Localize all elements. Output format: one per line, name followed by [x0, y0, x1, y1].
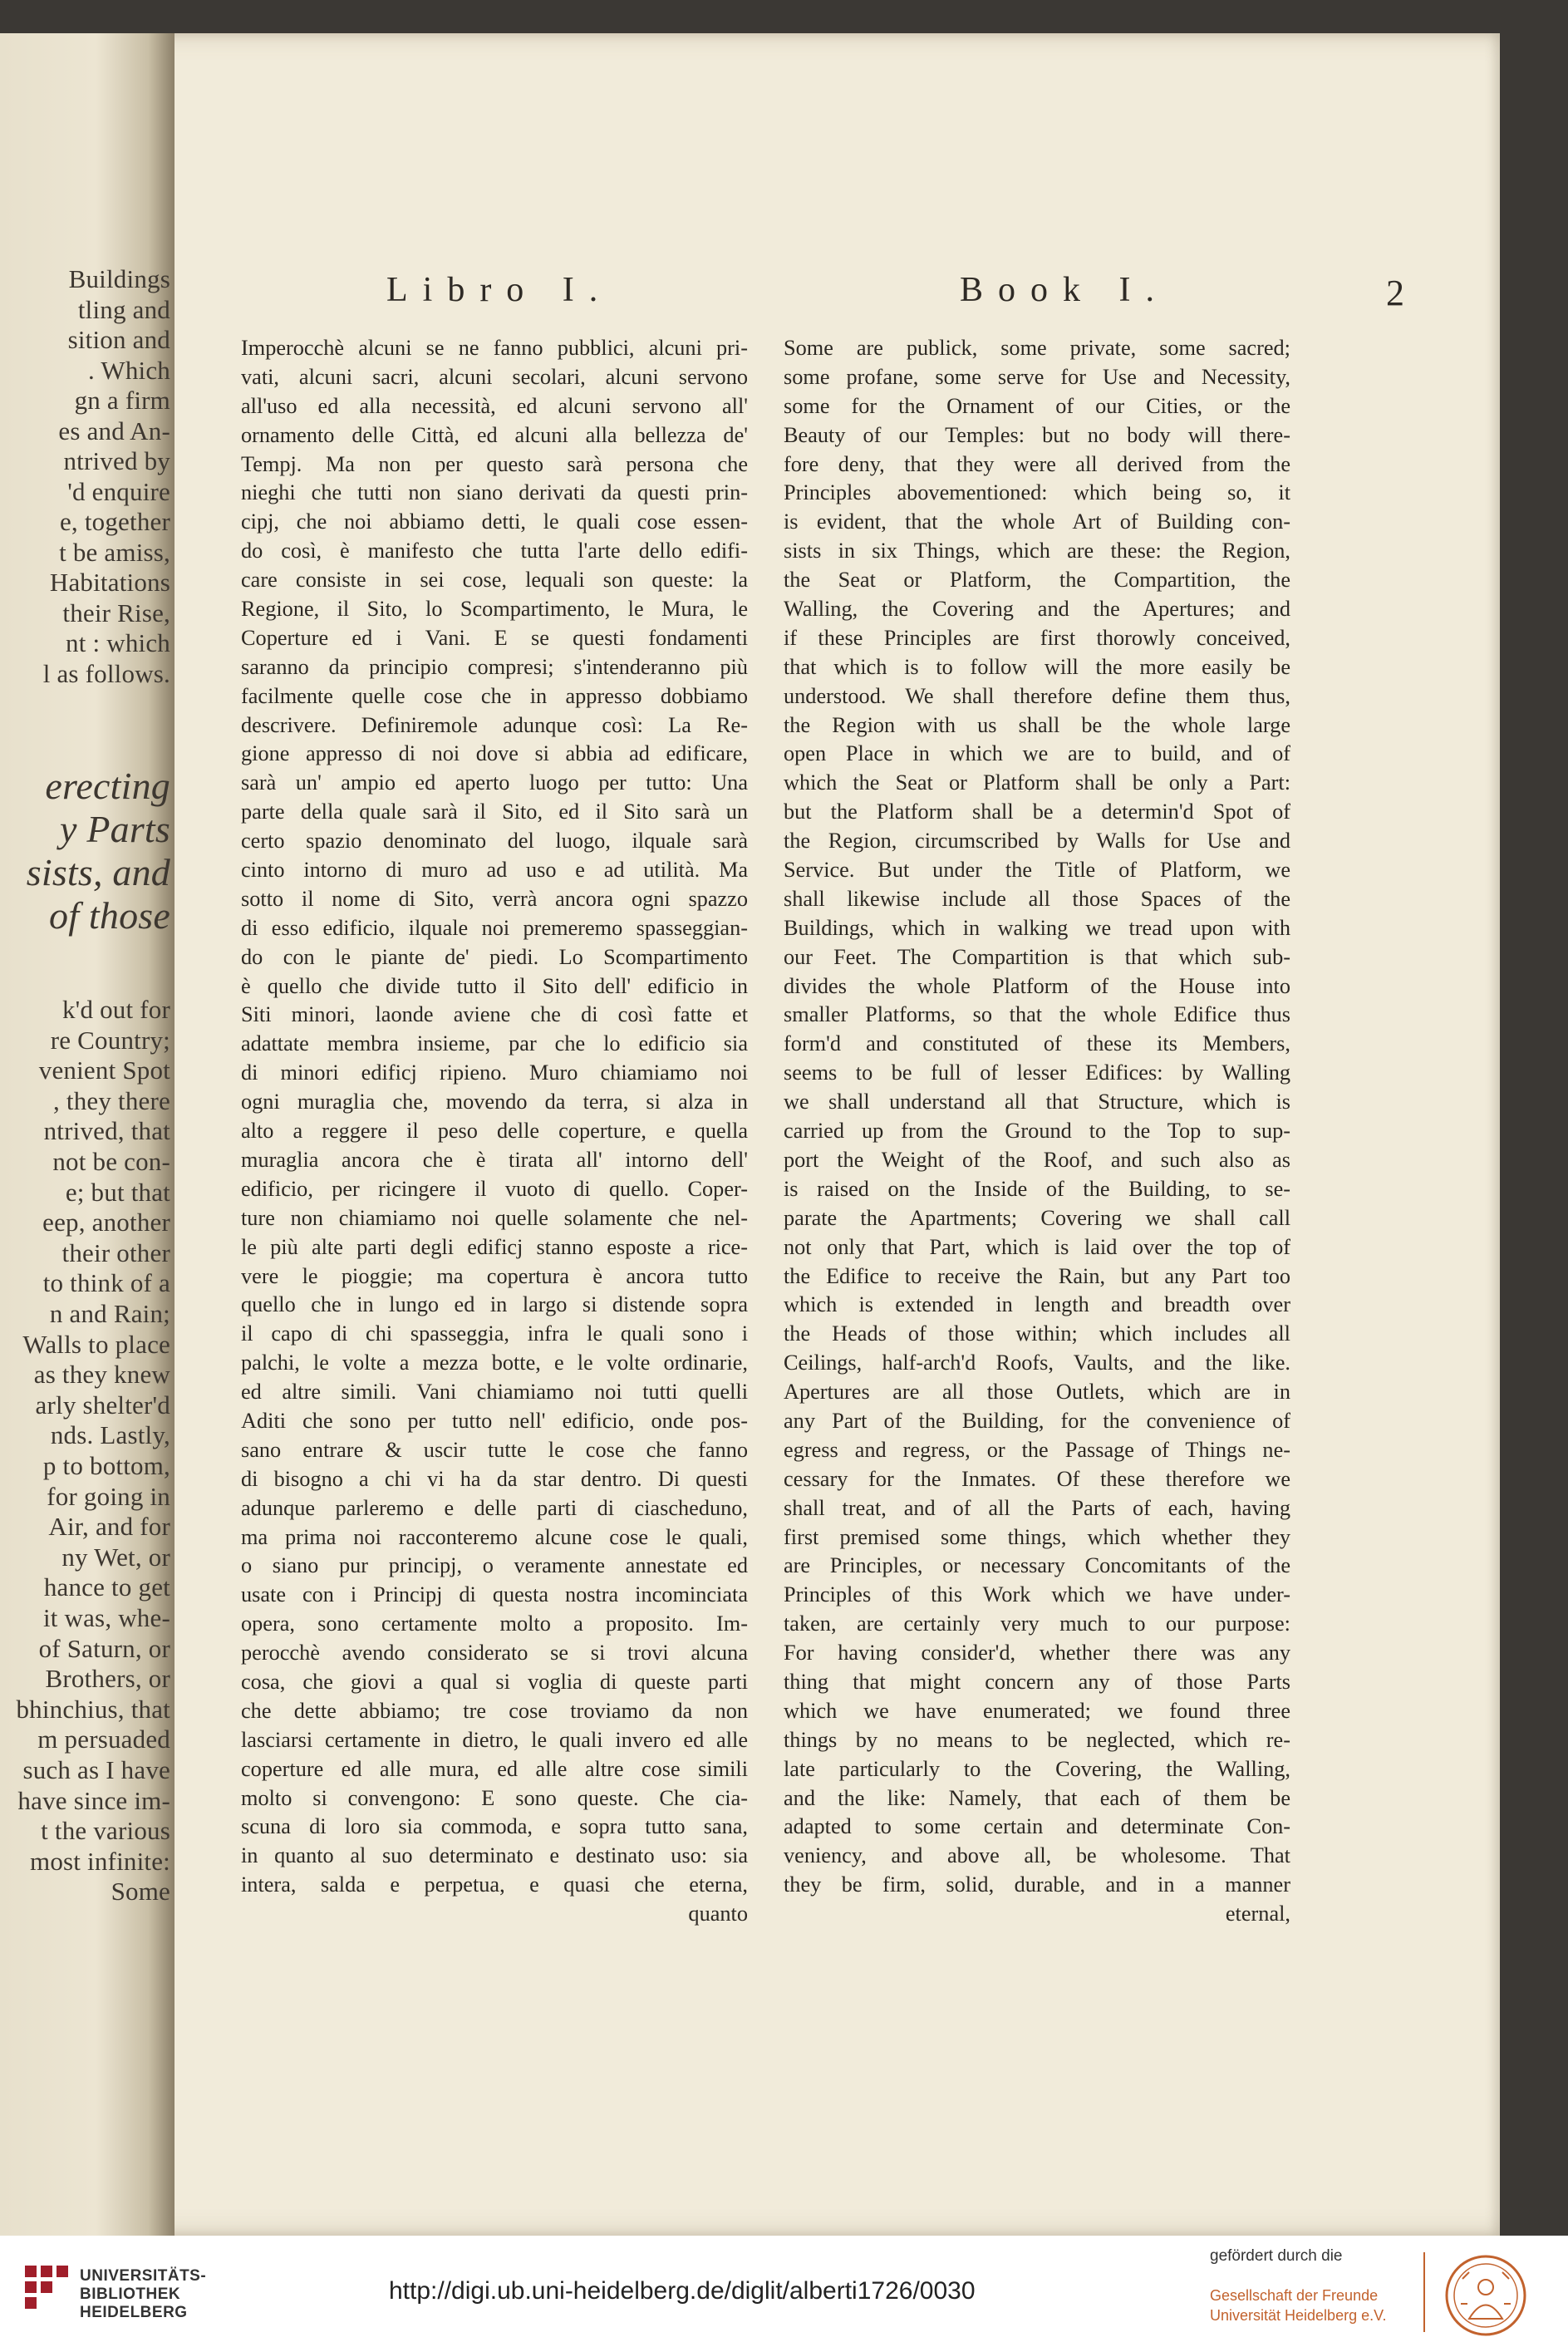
- english-text-line: sists in six Things, which are these: the Region,: [784, 539, 1290, 563]
- italian-text-line: vati, alcuni sacri, alcuni secolari, alcuni servono: [241, 364, 748, 389]
- english-column: [784, 334, 1290, 1929]
- english-text-line: the Edifice to receive the Rain, but any Part too: [784, 1263, 1290, 1288]
- english-text-line: Apertures are all those Outlets, which are in: [784, 1380, 1290, 1405]
- facing-page-line: . Which: [88, 355, 170, 385]
- english-text-line: smaller Platforms, so that the whole Edifice thus: [784, 1002, 1290, 1027]
- english-text-line: they be firm, solid, durable, and in a manner: [784, 1872, 1290, 1897]
- society-name-line2: Universität Heidelberg e.V.: [1210, 2307, 1387, 2324]
- english-text-line: cessary for the Inmates. Of these therefore we: [784, 1466, 1290, 1491]
- english-text-line: the Heads of those within; which includes all: [784, 1321, 1290, 1346]
- university-seal-icon: [1444, 2254, 1527, 2337]
- english-text-line: some for the Ornament of our Cities, or the: [784, 393, 1290, 418]
- italian-text-line: Regione, il Sito, lo Scompartimento, le Mura, le: [241, 597, 748, 622]
- facing-page-line: l as follows.: [42, 658, 170, 688]
- english-text-line: carried up from the Ground to the Top to sup-: [784, 1119, 1290, 1144]
- italian-text-line: sotto il nome di Sito, verrà ancora ogni spazzo: [241, 886, 748, 911]
- footer-bar: [0, 2236, 1568, 2347]
- italian-text-line: quanto: [688, 1902, 748, 1926]
- english-text-line: eternal,: [1225, 1902, 1290, 1926]
- italian-text-line: scuna di loro sia commoda, e sopra tutto sana,: [241, 1814, 748, 1839]
- facing-page-line: ny Wet, or: [61, 1542, 170, 1572]
- facing-page-line: bhinchius, that: [16, 1694, 170, 1724]
- facing-page-line: t be amiss,: [59, 537, 170, 567]
- library-name-line2: BIBLIOTHEK: [80, 2285, 181, 2303]
- italian-text-line: adattate membra insieme, par che lo edificio sia: [241, 1031, 748, 1056]
- italian-text-line: molto si convengono: E sono queste. Che cia-: [241, 1785, 748, 1810]
- running-head-english: Book I.: [960, 271, 1169, 309]
- book-page: [116, 33, 1500, 2236]
- page-number: 2: [1386, 273, 1404, 313]
- english-text-line: seems to be full of lesser Edifices: by Walling: [784, 1060, 1290, 1085]
- italian-text-line: Aditi che sono per tutto nell' edificio, onde pos-: [241, 1408, 748, 1433]
- facing-page-line: ntrived by: [63, 446, 170, 475]
- facing-page-line: erecting: [45, 765, 170, 807]
- english-text-line: and the like: Namely, that each of them be: [784, 1785, 1290, 1810]
- italian-text-line: Siti minori, laonde aviene che di così fatte et: [241, 1002, 748, 1027]
- facing-page-line: for going in: [47, 1481, 170, 1511]
- facing-page-line: sition and: [67, 325, 170, 354]
- facing-page-line: t the various: [41, 1816, 170, 1846]
- english-text-line: we shall understand all that Structure, which is: [784, 1090, 1290, 1114]
- italian-text-line: ogni muraglia che, movendo da terra, si alza in: [241, 1090, 748, 1114]
- italian-text-line: parte della quale sarà il Sito, ed il Sito sarà un: [241, 800, 748, 824]
- facing-page-edge: [0, 33, 174, 2236]
- italian-text-line: vere le pioggie; ma copertura è ancora tutto: [241, 1263, 748, 1288]
- italian-text-line: facilmente quelle cose che in appresso dobbiamo: [241, 683, 748, 708]
- facing-page-line: , they there: [53, 1085, 170, 1115]
- english-text-line: Principles abovementioned: which being so, it: [784, 480, 1290, 505]
- english-text-line: which is extended in length and breadth over: [784, 1292, 1290, 1317]
- italian-text-line: che dette abbiamo; tre cose troviamo da non: [241, 1698, 748, 1723]
- italian-text-line: sarà un' ampio ed aperto luogo per tutto: Una: [241, 770, 748, 795]
- english-text-line: veniency, and above all, be wholesome. That: [784, 1843, 1290, 1868]
- facing-page-line: 'd enquire: [67, 476, 170, 506]
- english-text-line: late particularly to the Covering, the Walling,: [784, 1756, 1290, 1781]
- facing-page-line: of Saturn, or: [38, 1633, 170, 1663]
- english-text-line: For having consider'd, whether there was any: [784, 1641, 1290, 1666]
- english-text-line: divides the whole Platform of the House into: [784, 973, 1290, 998]
- italian-text-line: care consiste in sei cose, lequali son queste: la: [241, 568, 748, 593]
- english-text-line: our Feet. The Compartition is that which sub-: [784, 944, 1290, 969]
- facing-page-line: Air, and for: [48, 1512, 170, 1542]
- facing-page-line: nt : which: [66, 628, 170, 657]
- italian-column: [241, 334, 748, 1929]
- italian-text-line: lasciarsi certamente in dietro, le quali invero ed alle: [241, 1727, 748, 1752]
- english-text-line: that which is to follow will the more easily be: [784, 654, 1290, 679]
- english-text-line: Beauty of our Temples: but no body will there-: [784, 422, 1290, 447]
- facing-page-line: their other: [61, 1237, 170, 1267]
- italian-text-line: ture non chiamiamo noi quelle solamente che nel-: [241, 1205, 748, 1230]
- running-head-italian: Libro I.: [386, 271, 613, 309]
- italian-text-line: perocchè avendo considerato se si trovi alcuna: [241, 1641, 748, 1666]
- english-text-line: Buildings, which in walking we tread upon with: [784, 915, 1290, 940]
- facing-page-line: venient Spot: [38, 1055, 170, 1085]
- facing-page-line: e, together: [59, 507, 170, 536]
- italian-text-line: usate con i Principj di questa nostra incominciata: [241, 1582, 748, 1607]
- italian-text-line: alto a reggere il peso delle coperture, e quella: [241, 1119, 748, 1144]
- english-text-line: things by no means to be neglected, which re-: [784, 1727, 1290, 1752]
- english-text-line: Ceilings, half-arch'd Roofs, Vaults, and the like.: [784, 1351, 1290, 1375]
- italian-text-line: nieghi che tutti non siano derivati da questi prin-: [241, 480, 748, 505]
- english-text-line: fore deny, that they were all derived from the: [784, 451, 1290, 476]
- italian-text-line: cinto intorno di muro ad uso e ad utilità. Ma: [241, 858, 748, 883]
- facing-page-line: not be con-: [52, 1147, 170, 1176]
- facing-page-line: Brothers, or: [45, 1664, 170, 1694]
- english-text-line: form'd and constituted of these its Members,: [784, 1031, 1290, 1056]
- italian-text-line: di bisogno a chi vi ha da star dentro. Di questi: [241, 1466, 748, 1491]
- library-name-line1: UNIVERSITÄTS-: [80, 2267, 207, 2285]
- italian-text-line: cosa, che giovi a qual si voglia di queste parti: [241, 1669, 748, 1694]
- italian-text-line: di minori edificj ripieno. Muro chiamiamo noi: [241, 1060, 748, 1085]
- italian-text-line: o siano pur principj, o veramente annestate ed: [241, 1553, 748, 1578]
- facing-page-line: most infinite:: [30, 1846, 170, 1876]
- english-text-line: the Seat or Platform, the Compartition, the: [784, 568, 1290, 593]
- facing-page-line: such as I have: [22, 1755, 170, 1784]
- english-text-line: adapted to some certain and determinate Con-: [784, 1814, 1290, 1839]
- english-text-line: is evident, that the whole Art of Building con-: [784, 509, 1290, 534]
- italian-text-line: intera, salda e perpetua, e quasi che eterna,: [241, 1872, 748, 1897]
- funded-by-label: gefördert durch die: [1210, 2247, 1343, 2265]
- facing-page-line: ntrived, that: [43, 1116, 170, 1146]
- english-text-line: is raised on the Inside of the Building, to se-: [784, 1176, 1290, 1201]
- facing-page-line: y Parts: [60, 808, 170, 850]
- facing-page-line: Walls to place: [22, 1329, 170, 1359]
- english-text-line: which the Seat or Platform shall be only a Part:: [784, 770, 1290, 795]
- italian-text-line: do con le piante de' piedi. Lo Scompartimento: [241, 944, 748, 969]
- facing-page-line: of those: [49, 894, 170, 937]
- english-text-line: shall likewise include all those Spaces of the: [784, 886, 1290, 911]
- english-text-line: if these Principles are first thorowly conceived,: [784, 625, 1290, 650]
- italian-text-line: muraglia ancora che è tirata all' intorno dell': [241, 1147, 748, 1172]
- facing-page-line: have since im-: [17, 1785, 170, 1815]
- english-text-line: Some are publick, some private, some sacred;: [784, 336, 1290, 360]
- facing-page-line: k'd out for: [61, 995, 170, 1024]
- university-library-logo-icon: [25, 2266, 68, 2319]
- facing-page-line: m persuaded: [37, 1725, 170, 1754]
- italian-text-line: do così, è manifesto che tutta l'arte dello edifi-: [241, 539, 748, 563]
- facing-page-line: nds. Lastly,: [50, 1420, 170, 1450]
- english-text-line: are Principles, or necessary Concomitants of the: [784, 1553, 1290, 1578]
- facing-page-line: their Rise,: [62, 598, 170, 627]
- italian-text-line: il capo di chi spasseggia, infra le quali sono i: [241, 1321, 748, 1346]
- facing-page-line: gn a firm: [74, 386, 170, 415]
- italian-text-line: edificio, per ricingere il vuoto di quello. Coper-: [241, 1176, 748, 1201]
- english-text-line: the Region with us shall be the whole large: [784, 712, 1290, 737]
- italian-text-line: Imperocchè alcuni se ne fanno pubblici, alcuni pri-: [241, 336, 748, 360]
- facing-page-line: es and An-: [58, 416, 170, 445]
- italian-text-line: ed altre simili. Vani chiamiamo noi tutti quelli: [241, 1380, 748, 1405]
- italian-text-line: Tempj. Ma non per questo sarà persona che: [241, 451, 748, 476]
- italian-text-line: descrivere. Definiremole adunque così: La Re-: [241, 712, 748, 737]
- facing-page-line: it was, whe-: [42, 1603, 170, 1632]
- society-name-line1: Gesellschaft der Freunde: [1210, 2287, 1379, 2304]
- italian-text-line: ma prima noi racconteremo alcune cose le quali,: [241, 1524, 748, 1549]
- english-text-line: shall treat, and of all the Parts of each, having: [784, 1495, 1290, 1520]
- facing-page-line: eep, another: [42, 1208, 170, 1237]
- facing-page-line: Some: [111, 1877, 170, 1907]
- facing-page-line: tling and: [77, 294, 170, 324]
- italian-text-line: è quello che divide tutto il Sito dell' edificio in: [241, 973, 748, 998]
- english-text-line: parate the Apartments; Covering we shall call: [784, 1205, 1290, 1230]
- english-text-line: egress and regress, or the Passage of Things ne-: [784, 1437, 1290, 1462]
- italian-text-line: di esso edificio, ilquale noi premeremo spasseggian-: [241, 915, 748, 940]
- footer-divider: [1423, 2252, 1425, 2332]
- english-text-line: open Place in which we are to build, and of: [784, 741, 1290, 766]
- english-text-line: taken, are certainly very much to our purpose:: [784, 1611, 1290, 1636]
- italian-text-line: cipj, che noi abbiamo detti, le quali cose essen-: [241, 509, 748, 534]
- facing-page-line: n and Rain;: [49, 1299, 170, 1328]
- italian-text-line: in quanto al suo determinato e destinato uso: sia: [241, 1843, 748, 1868]
- facing-page-line: hance to get: [43, 1572, 170, 1602]
- english-text-line: but the Platform shall be a determin'd Spot of: [784, 800, 1290, 824]
- facing-page-line: as they knew: [33, 1360, 170, 1390]
- english-text-line: the Region, circumscribed by Walls for Use and: [784, 829, 1290, 854]
- italian-text-line: certo spazio denominato del luogo, ilquale sarà: [241, 829, 748, 854]
- english-text-line: thing that might concern any of those Parts: [784, 1669, 1290, 1694]
- permalink-url[interactable]: http://digi.ub.uni-heidelberg.de/diglit/alberti1726/0030: [389, 2277, 976, 2305]
- english-text-line: which we have enumerated; we found three: [784, 1698, 1290, 1723]
- italian-text-line: opera, sono certamente molto a proposito. Im-: [241, 1611, 748, 1636]
- facing-page-line: e; but that: [65, 1177, 170, 1207]
- facing-page-line: to think of a: [42, 1268, 170, 1298]
- italian-text-line: all'uso ed alla necessità, ed alcuni servono all': [241, 393, 748, 418]
- italian-text-line: quello che in lungo ed in largo si distende sopra: [241, 1292, 748, 1317]
- italian-text-line: Coperture ed i Vani. E se questi fondamenti: [241, 625, 748, 650]
- italian-text-line: coperture ed alle mura, ed alle altre cose simili: [241, 1756, 748, 1781]
- english-text-line: understood. We shall therefore define them thus,: [784, 683, 1290, 708]
- english-text-line: some profane, some serve for Use and Necessity,: [784, 364, 1290, 389]
- english-text-line: port the Weight of the Roof, and such also as: [784, 1147, 1290, 1172]
- english-text-line: first premised some things, which whether they: [784, 1524, 1290, 1549]
- facing-page-line: Buildings: [68, 264, 170, 293]
- italian-text-line: sano entrare & uscir tutte le cose che fanno: [241, 1437, 748, 1462]
- italian-text-line: gione appresso di noi dove si abbia ad edificare,: [241, 741, 748, 766]
- italian-text-line: saranno da principio compresi; s'intenderanno più: [241, 654, 748, 679]
- english-text-line: any Part of the Building, for the convenience of: [784, 1408, 1290, 1433]
- english-text-line: Principles of this Work which we have under-: [784, 1582, 1290, 1607]
- english-text-line: Walling, the Covering and the Apertures; and: [784, 597, 1290, 622]
- facing-page-line: Habitations: [49, 568, 170, 597]
- english-text-line: Service. But under the Title of Platform, we: [784, 858, 1290, 883]
- italian-text-line: ornamento delle Città, ed alcuni alla bellezza de': [241, 422, 748, 447]
- italian-text-line: palchi, le volte a mezza botte, e le volte ordinarie,: [241, 1351, 748, 1375]
- english-text-line: not only that Part, which is laid over the top of: [784, 1234, 1290, 1259]
- library-name-line3: HEIDELBERG: [80, 2304, 188, 2321]
- italian-text-line: adunque parleremo e delle parti di ciascheduno,: [241, 1495, 748, 1520]
- italian-text-line: le più alte parti degli edificj stanno esposte a rice-: [241, 1234, 748, 1259]
- facing-page-line: re Country;: [50, 1025, 170, 1055]
- facing-page-line: p to bottom,: [42, 1451, 170, 1480]
- facing-page-line: arly shelter'd: [35, 1390, 170, 1420]
- facing-page-line: sists, and: [26, 851, 170, 893]
